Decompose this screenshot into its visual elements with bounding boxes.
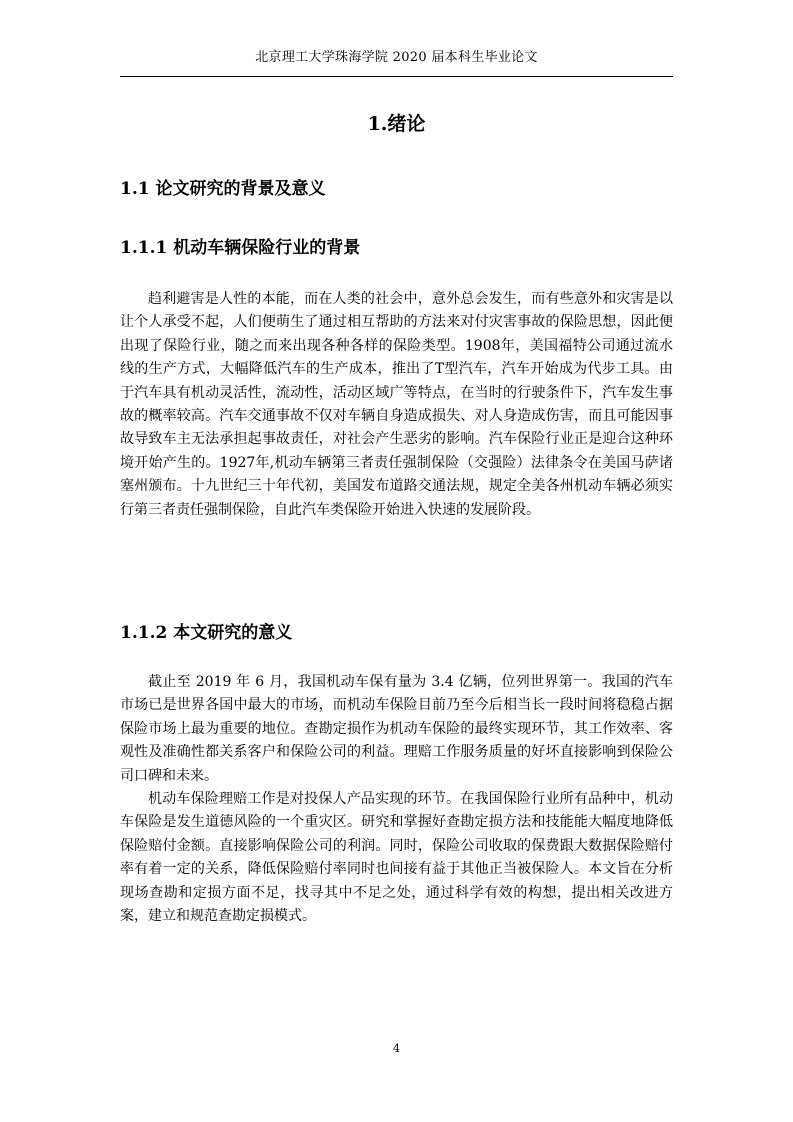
paragraph-background: 趋利避害是人性的本能，而在人类的社会中，意外总会发生，而有些意外和灾害是以让个人承受不起，人们便萌生了通过相互帮助的方法来对付灾害事故的保险思想，因此便出现了保险行业，随之而来出现各种各样的保险类型。1908年，美国福特公司通过流水线的生产方式，大幅降低汽车的生产成本，推出了T型汽车，汽车开始成为代步工具。由于汽车具有机动灵活性，流动性，活动区域广等特点，在当时的行驶条件下，汽车发生事故的概率较高。汽车交通事故不仅对车辆自身造成损失、对人身造成伤害，而且可能因事故导致车主无法承担起事故责任，对社会产生恶劣的影响。汽车保险行业正是迎合这种环境开始产生的。1927年,机动车辆第三者责任强制保险（交强险）法律条令在美国马萨诸塞州颁布。十九世纪三十年代初，美国发布道路交通法规，规定全美各州机动车辆必须实行第三者责任强制保险，自此汽车类保险开始进入快速的发展阶段。 [120, 291, 673, 518]
paragraph-significance-1: 截止至 2019 年 6 月，我国机动车保有量为 3.4 亿辆，位列世界第一。我国的汽车市场已是世界各国中最大的市场，而机动车保险目前乃至今后相当长一段时间将稳稳占据保险市场上最为重要的地位。查勘定损作为机动车保险的最终实现环节，其工作效率、客观性及准确性都关系客户和保险公司的利益。理赔工作服务质量的好坏直接影响到保险公司口碑和未来。 [120, 674, 673, 784]
section-heading-1-1-2: 1.1.2 本文研究的意义 [120, 623, 293, 643]
running-header: 北京理工大学珠海学院 2020 届本科生毕业论文 [255, 50, 538, 65]
section-heading-1-1-1: 1.1.1 机动车辆保险行业的背景 [120, 238, 361, 258]
section-heading-1-1: 1.1 论文研究的背景及意义 [120, 179, 326, 199]
page-number: 4 [393, 1042, 400, 1055]
paragraph-significance-2: 机动车保险理赔工作是对投保人产品实现的环节。在我国保险行业所有品种中，机动车保险是发生道德风险的一个重灾区。研究和掌握好查勘定损方法和技能能大幅度地降低保险赔付金额。直接影响保险公司的利润。同时，保险公司收取的保费跟大数据保险赔付率有着一定的关系，降低保险赔付率同时也间接有益于其他正当被保险人。本文旨在分析现场查勘和定损方面不足，找寻其中不足之处，通过科学有效的构想，提出相关改进方案，建立和规范查勘定损模式。 [120, 791, 673, 925]
chapter-title: 1.绪论 [367, 113, 426, 135]
header-rule [120, 76, 673, 77]
